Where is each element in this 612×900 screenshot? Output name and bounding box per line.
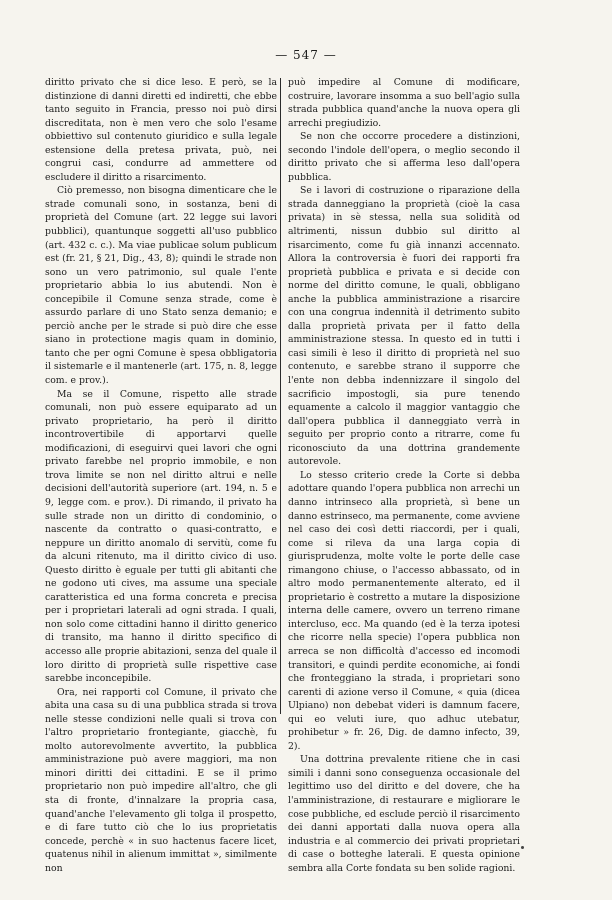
paragraph: Ora, nei rapporti col Comune, il privato che abita una casa su di una pubblica strada si trova nelle stesse condizioni nelle quali si trova con l'altro proprietario frontegiante, giacchè, fu molto autorevolmente avvertito, la pubblica amministrazione può avere maggiori, ma non minori diritti dei cittadini. E se il primo proprietario non può impedire all'altro, che gli sta di fronte, d'innalzare la propria casa, quand'anche l'elevamento gli tolga il prospetto, e di fare tutto ciò che lo ius proprietatis concede, perchè « in suo hactenus facere licet, quatenus nihil in alienum immittat », similmente non: [45, 686, 277, 874]
paragraph: diritto privato che si dice leso. E però, se la distinzione di danni diretti ed indiretti, che ebbe tanto seguito in Francia, presso noi può dirsi discreditata, non è men vero che solo l'esame obbiettivo sul contenuto giuridico e sulla legale estensione della pretesa privata, può, nei congrui casi, condurre ad ammettere od escludere il diritto a risarcimento.: [45, 77, 277, 183]
paragraph: Ma se il Comune, rispetto alle strade comunali, non può essere equiparato ad un privato proprietario, ha però il diritto incontrovertibile di apportarvi quelle modificazioni, di eseguirvi quei lavori che ogni privato farebbe nel proprio immobile, e non trova limite se non nel diritto altrui e nelle decisioni dell'autorità superiore (art. 194, n. 5 e 9, legge com. e prov.). Di rimando, il privato ha sulle strade non un diritto di condominio, o nascente da contratto o quasi-contratto, e neppure un diritto anomalo di servitù, come fu da alcuni ritenuto, ma il diritto civico di uso. Questo diritto è eguale per tutti gli abitanti che ne godono uti cives, ma assume una speciale caratteristica ed una forma concreta e precisa per i proprietari laterali ad ogni strada. I quali, non solo come cittadini hanno il diritto generico di transito, ma hanno il diritto specifico di accesso alle proprie abitazioni, senza del quale il loro diritto di proprietà sulle rispettive case sarebbe inconcepibile.: [45, 388, 277, 685]
paragraph: Lo stesso criterio crede la Corte si debba adottare quando l'opera pubblica non arrechi un danno intrinseco alla proprietà, sì bene un danno estrinseco, ma permanente, come avviene nel caso dei così detti riaccordi, per i quali, come si rileva da una larga copia di giurisprudenza, molte volte le porte delle case rimangono chiuse, o l'accesso abbassato, od in altro modo permanentemente alterato, ed il proprietario è costretto a mutare la disposizione interna delle camere, ovvero un terreno rimane intercluso, ecc. Ma quando (ed è la terza ipotesi che ricorre nella specie) l'opera pubblica non arreca se non difficoltà d'accesso ed incomodi transitori, e quindi perdite economiche, ai fondi che fronteggiano la strada, i proprietari sono carenti di azione verso il Comune, « quia (dicea Ulpiano) non debebat videri is damnum facere, qui eo veluti iure, quo adhuc utebatur, prohibetur » fr. 26, Dig. de damno infecto, 39, 2).: [288, 469, 520, 752]
print-speck: [521, 846, 524, 849]
paragraph: Una dottrina prevalente ritiene che in casi simili i danni sono conseguenza occasionale del legittimo uso del diritto e del dovere, che ha l'amministrazione, di restaurare e migliorare le cose pubbliche, ed esclude perciò il risarcimento dei danni apportati dalla nuova opera alla industria e al commercio dei privati proprietari di case o botteghe laterali. E questa opinione sembra alla Corte fondata su ben solide ragioni.: [288, 754, 520, 874]
left-column: [45, 76, 277, 875]
column-divider: [280, 78, 281, 714]
paragraph: può impedire al Comune di modificare, costruire, lavorare insomma a suo bell'agio sulla strada pubblica quand'anche la nuova opera gli arrechi pregiudizio.: [288, 77, 520, 129]
paragraph: Se i lavori di costruzione o riparazione della strada danneggiano la proprietà (cioè la casa privata) in sè stessa, nella sua solidità od altrimenti, nissun dubbio sul diritto al risarcimento, come fu già innanzi accennato. Allora la controversia è fuori dei rapporti fra proprietà pubblica e privata e si decide con norme del diritto comune, le quali, obbligano anche la pubblica amministrazione a risarcire con una congrua indennità il detrimento subito dalla proprietà privata per il fatto della amministrazione stessa. In questo ed in tutti i casi simili è leso il diritto di proprietà nel suo contenuto, e sarebbe strano il supporre che l'ente non debba indennizzare il singolo del sacrificio impostogli, sia pure tenendo equamente a calcolo il maggior vantaggio che dall'opera pubblica il danneggiato verrà in seguito per proprio conto a ritrarre, come fu riconosciuto da una dottrina grandemente autorevole.: [288, 185, 520, 468]
page-number: — 547 —: [275, 48, 337, 62]
right-column: [288, 76, 520, 875]
paragraph: Ciò premesso, non bisogna dimenticare che le strade comunali sono, in sostanza, beni di proprietà del Comune (art. 22 legge sui lavori pubblici), quantunque soggetti all'uso pubblico (art. 432 c. c.). Ma viae publicae solum publicum est (fr. 21, § 21, Dig., 43, 8); quindi le strade non sono un vero patrimonio, sul quale l'ente proprietario abbia lo ius abutendi. Non è concepibile il Comune senza strade, come è assurdo parlare di uno Stato senza demanio; e perciò anche per le strade si può dire che esse siano in protectione magis quam in dominio, tanto che per ogni Comune è spesa obbligatoria il sistemarle e il mantenerle (art. 175, n. 8, legge com. e prov.).: [45, 185, 277, 387]
paragraph: Se non che occorre procedere a distinzioni, secondo l'indole dell'opera, o meglio secondo il diritto privato che si afferma leso dall'opera pubblica.: [288, 131, 520, 183]
